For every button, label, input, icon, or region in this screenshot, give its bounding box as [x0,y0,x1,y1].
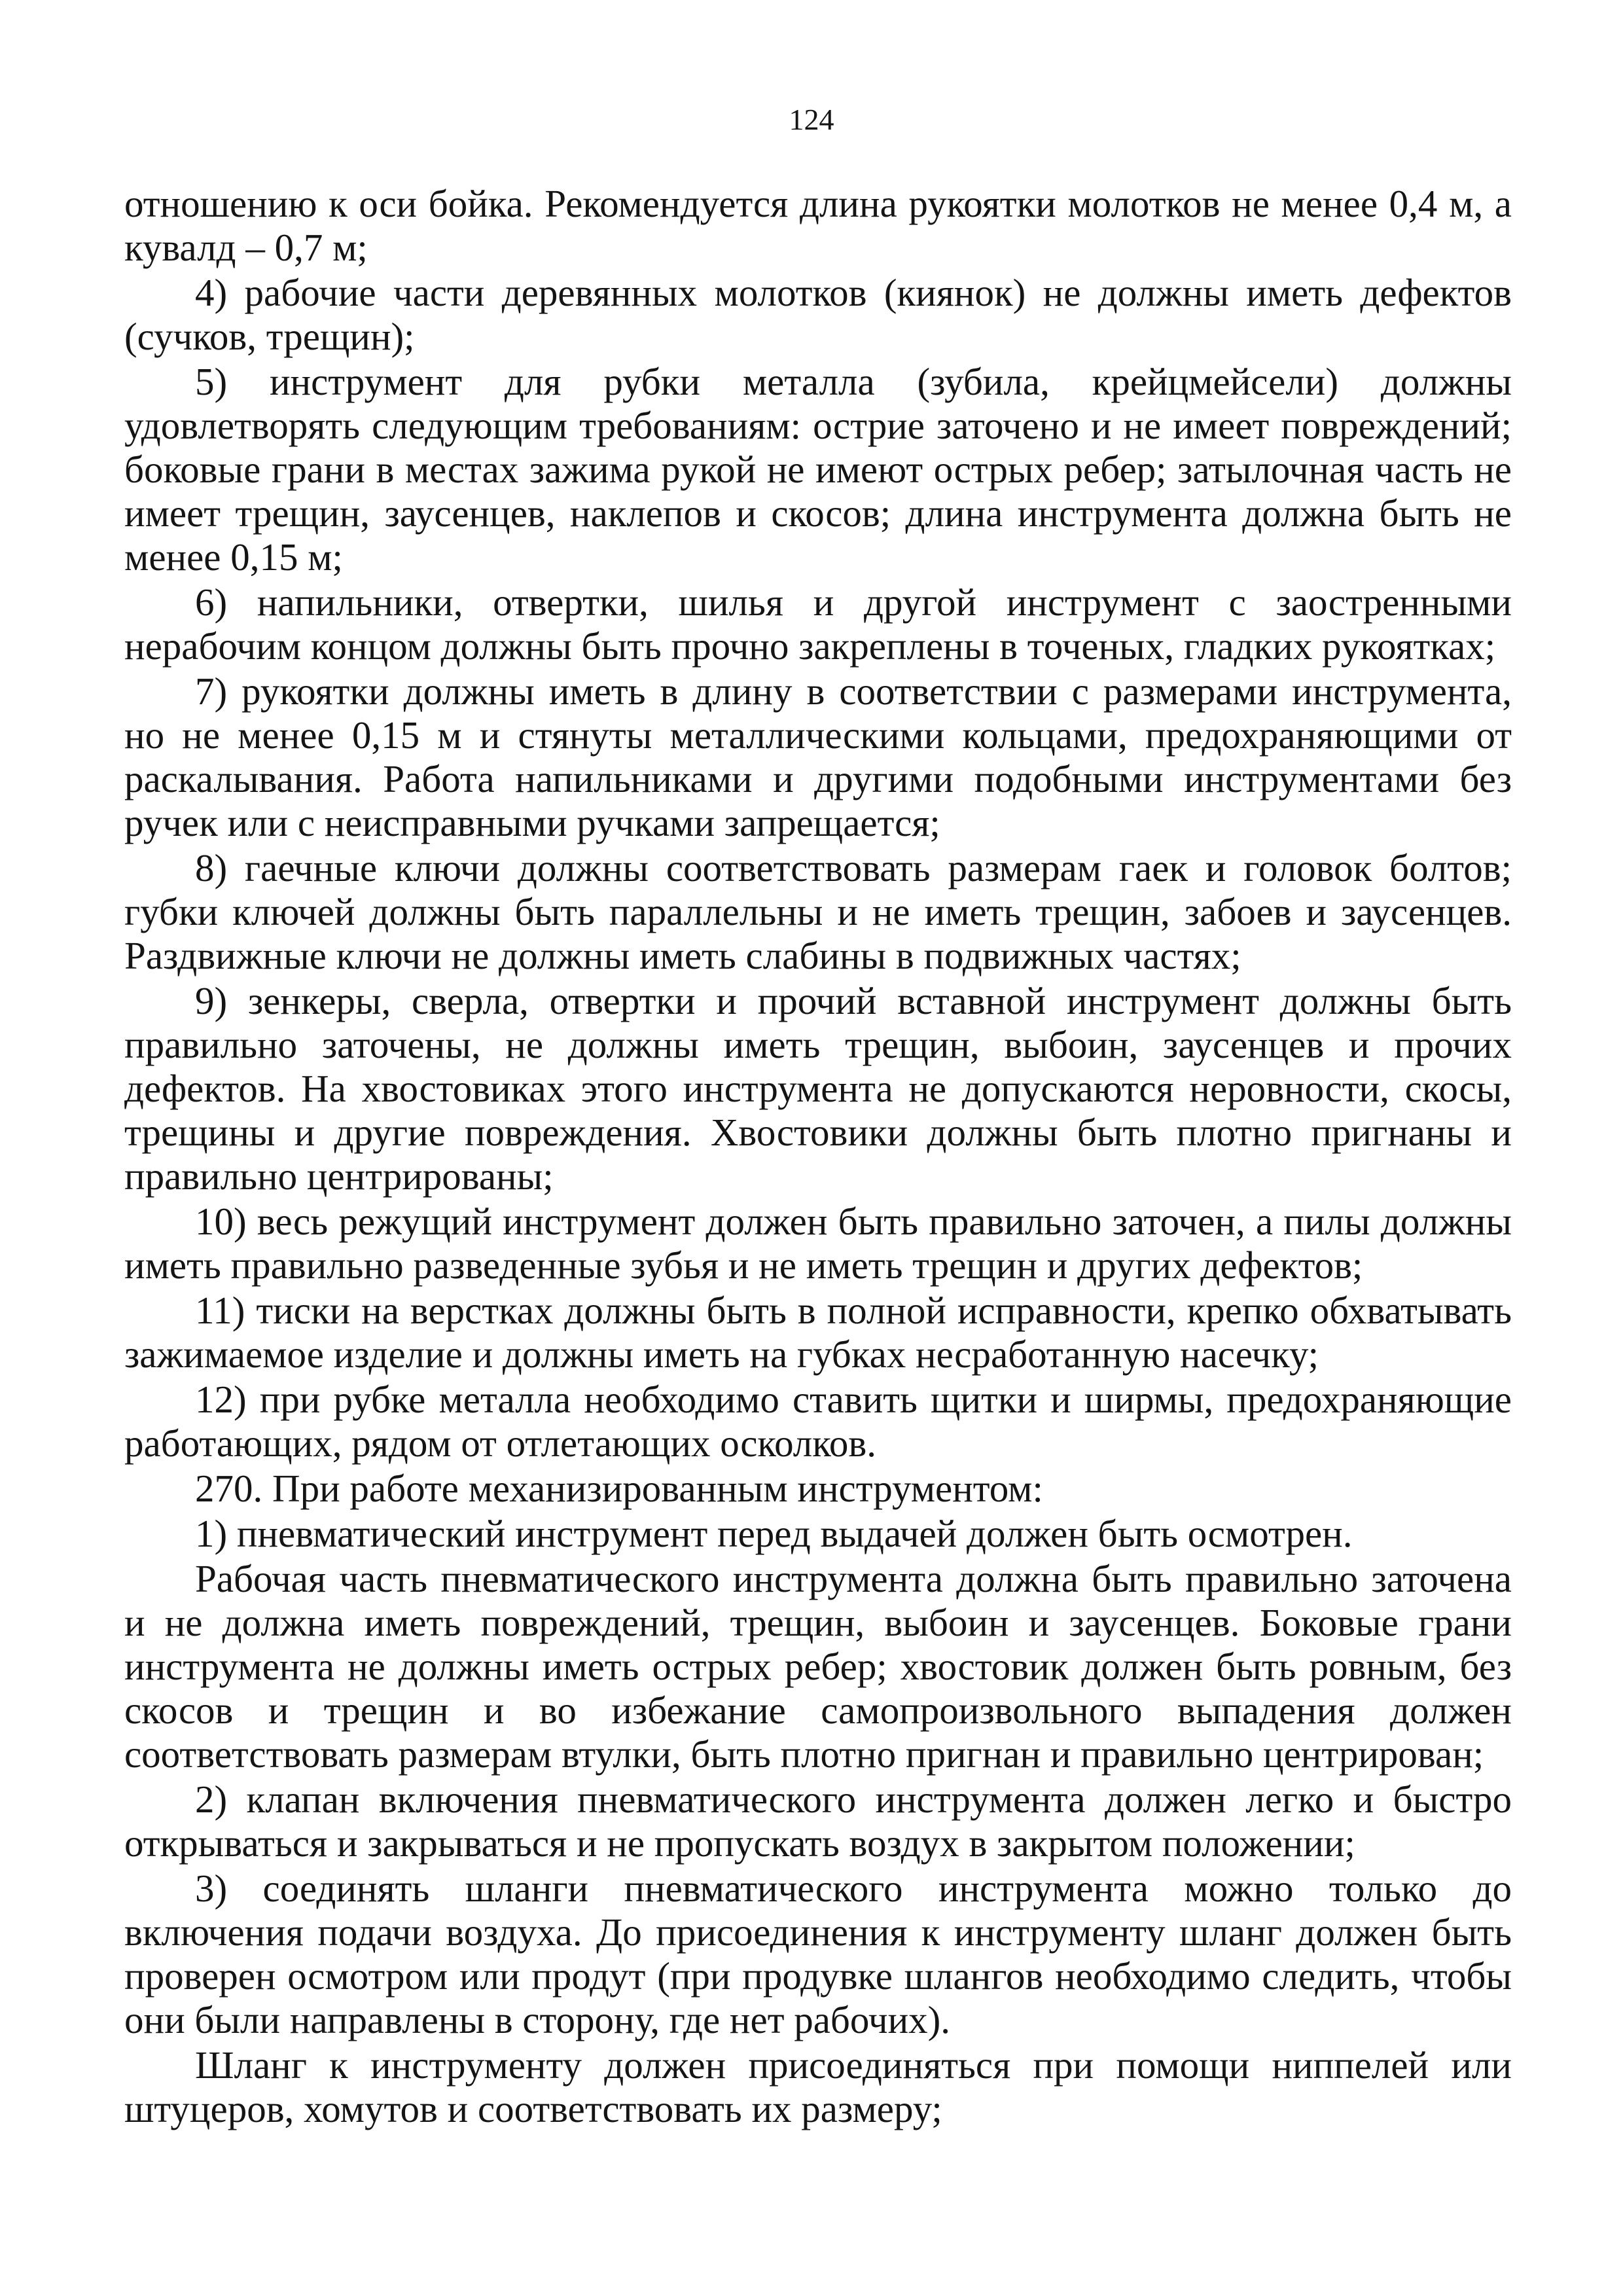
section-270-item-2: 2) клапан включения пневматического инструмента должен легко и быстро открываться и закрываться и не пропускать воздух в закрытом положении; [124,1778,1512,1865]
list-item-4: 4) рабочие части деревянных молотков (киянок) не должны иметь дефектов (сучков, трещин); [124,271,1512,358]
list-item-5: 5) инструмент для рубки металла (зубила, крейцмейсели) должны удовлетворять следующим требованиям: острие заточено и не имеет повреждений; боковые грани в местах зажима рукой не имеют острых ребер; затылочная часть не имеет трещин, заусенцев, наклепов и скосов; длина инструмента должна быть не менее 0,15 м; [124,360,1512,579]
section-270-heading: 270. При работе механизированным инструментом: [195,1467,1043,1510]
section-270-item-3-details: Шланг к инструменту должен присоединяться при помощи ниппелей или штуцеров, хомутов и соответствовать их размеру; [124,2043,1512,2130]
document-body [124,182,1512,2131]
list-item-11: 11) тиски на верстках должны быть в полной исправности, крепко обхватывать зажимаемое изделие и должны иметь на губках несработанную насечку; [124,1289,1512,1376]
list-item-8: 8) гаечные ключи должны соответствовать размерам гаек и головок болтов; губки ключей должны быть параллельны и не иметь трещин, забоев и заусенцев. Раздвижные ключи не должны иметь слабины в подвижных частях; [124,846,1512,977]
list-item-12: 12) при рубке металла необходимо ставить щитки и ширмы, предохраняющие работающих, рядом от отлетающих осколков. [124,1378,1512,1465]
paragraph-continuation: отношению к оси бойка. Рекомендуется длина рукоятки молотков не менее 0,4 м, а кувалд – 0,7 м; [124,182,1512,269]
section-270-item-1-details: Рабочая часть пневматического инструмента должна быть правильно заточена и не должна иметь повреждений, трещин, выбоин и заусенцев. Боковые грани инструмента не должны иметь острых ребер; хвостовик должен быть ровным, без скосов и трещин и во избежание самопроизвольного выпадения должен соответствовать размерам втулки, быть плотно пригнан и правильно центрирован; [124,1557,1512,1776]
section-270-item-3: 3) соединять шланги пневматического инструмента можно только до включения подачи воздуха. До присоединения к инструменту шланг должен быть проверен осмотром или продут (при продувке шлангов необходимо следить, чтобы они были направлены в сторону, где нет рабочих). [124,1867,1512,2041]
section-270-item-1: 1) пневматический инструмент перед выдачей должен быть осмотрен. [195,1512,1353,1555]
list-item-10: 10) весь режущий инструмент должен быть правильно заточен, а пилы должны иметь правильно разведенные зубья и не иметь трещин и других дефектов; [124,1200,1512,1287]
list-item-6: 6) напильники, отвертки, шилья и другой инструмент с заостренными нерабочим концом должны быть прочно закреплены в точеных, гладких рукоятках; [124,581,1512,668]
list-item-7: 7) рукоятки должны иметь в длину в соответствии с размерами инструмента, но не менее 0,15 м и стянуты металлическими кольцами, предохраняющими от раскалывания. Работа напильниками и другими подобными инструментами без ручек или с неисправными ручками запрещается; [124,670,1512,844]
page-number: 124 [789,103,834,136]
list-item-9: 9) зенкеры, сверла, отвертки и прочий вставной инструмент должны быть правильно заточены, не должны иметь трещин, выбоин, заусенцев и прочих дефектов. На хвостовиках этого инструмента не допускаются неровности, скосы, трещины и другие повреждения. Хвостовики должны быть плотно пригнаны и правильно центрированы; [124,979,1512,1198]
